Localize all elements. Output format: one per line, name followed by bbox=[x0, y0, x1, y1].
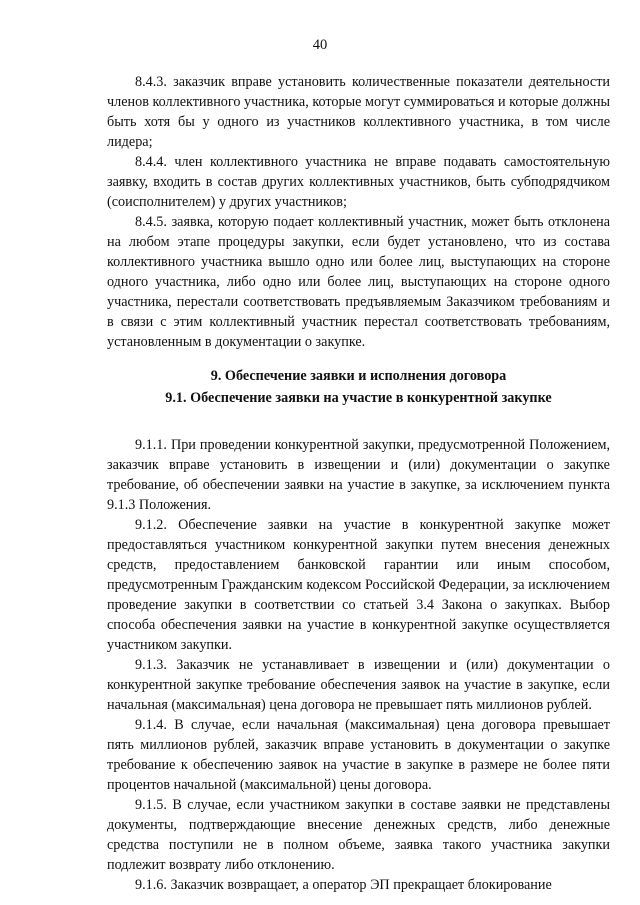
paragraph-number: 9.1.2. bbox=[135, 517, 167, 533]
paragraph-text: При проведении конкурентной закупки, предусмотренной Положением, заказчик вправе установить в извещении и (или) документации о закупке требование, об обеспечении заявки на участие в закупке, за исключением пункта 9.1.3 Положения. bbox=[107, 437, 611, 513]
paragraph-number: 8.4.3. bbox=[135, 74, 167, 90]
page-number: 40 bbox=[312, 37, 328, 53]
section-heading: 9. Обеспечение заявки и исполнения договора bbox=[210, 368, 507, 384]
paragraph-number: 9.1.5. bbox=[135, 797, 167, 813]
paragraph-text: заказчик вправе установить количественные показатели деятельности членов коллективного участника, которые могут суммироваться и которые должны быть хотя бы у одного из участников коллективного участника, в том числе лидера; bbox=[107, 74, 610, 150]
paragraph-8-4-4 bbox=[107, 152, 610, 212]
paragraph-9-1-4 bbox=[107, 715, 610, 795]
paragraph-9-1-6 bbox=[107, 875, 610, 895]
paragraph-text: заявка, которую подает коллективный участник, может быть отклонена на любом этапе процедуры закупки, если будет установлено, что из состава коллективного участника вышло одно или более лиц, выступающих на стороне одного участника, либо одно или более лиц, выступающих на стороне одного участника, перестали соответствовать предъявляемым Заказчиком требованиям и в связи с этим коллективный участник перестал соответствовать требованиям, установленным в документации о закупке. bbox=[107, 214, 611, 350]
paragraph-9-1-2 bbox=[107, 515, 610, 655]
subsection-heading: 9.1. Обеспечение заявки на участие в конкурентной закупке bbox=[165, 390, 552, 406]
paragraph-text: В случае, если начальная (максимальная) цена договора превышает пять миллионов рублей, заказчик вправе установить в документации о закупке требование к обеспечению заявок на участие в закупке в размере не более пяти процентов начальной (максимальной) цены договора. bbox=[107, 717, 611, 793]
paragraph-9-1-1 bbox=[107, 435, 610, 515]
paragraph-9-1-3 bbox=[107, 655, 610, 715]
paragraph-text: Обеспечение заявки на участие в конкурентной закупке может предоставляться участником конкурентной закупки путем внесения денежных средств, предоставлением банковской гарантии или иным способом, предусмотренным Гражданским кодексом Российской Федерации, за исключением проведение закупки в соответствии со статьей 3.4 Закона о закупках. Выбор способа обеспечения заявки на участие в конкурентной закупке осуществляется участником закупки. bbox=[107, 517, 610, 653]
paragraph-9-1-5 bbox=[107, 795, 610, 875]
paragraph-number: 9.1.3. bbox=[135, 657, 167, 673]
paragraph-text: Заказчик не устанавливает в извещении и (или) документации о конкурентной закупке требование обеспечения заявок на участие в закупке, если начальная (максимальная) цена договора не превышает пять миллионов рублей. bbox=[107, 657, 611, 713]
page-content bbox=[107, 72, 610, 895]
paragraph-text: Заказчик возвращает, а оператор ЭП прекращает блокирование bbox=[170, 877, 552, 893]
paragraph-8-4-5 bbox=[107, 212, 610, 352]
paragraph-number: 9.1.4. bbox=[135, 717, 167, 733]
paragraph-number: 9.1.1. bbox=[135, 437, 167, 453]
paragraph-number: 8.4.5. bbox=[135, 214, 167, 230]
paragraph-8-4-3 bbox=[107, 72, 610, 152]
paragraph-number: 8.4.4. bbox=[135, 154, 167, 170]
paragraph-text: В случае, если участником закупки в составе заявки не представлены документы, подтверждающие внесение денежных средств, либо денежные средства поступили не в полном объеме, заявка такого участника закупки подлежит возврату либо отклонению. bbox=[107, 797, 610, 873]
paragraph-number: 9.1.6. bbox=[135, 877, 167, 893]
paragraph-text: член коллективного участника не вправе подавать самостоятельную заявку, входить в состав других коллективных участников, быть субподрядчиком (соисполнителем) у других участников; bbox=[107, 154, 611, 210]
